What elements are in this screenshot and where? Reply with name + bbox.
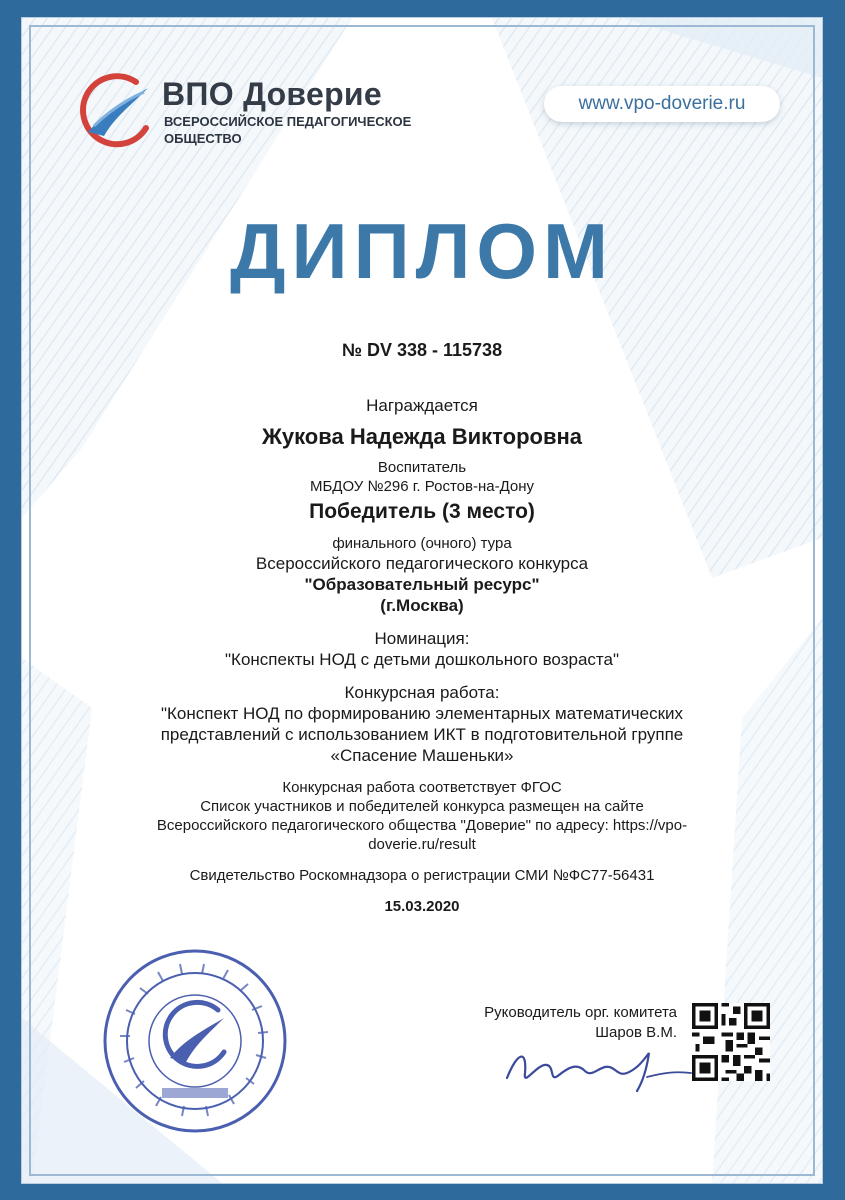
recipient-position: Воспитатель	[377, 459, 467, 476]
qr-code-icon	[692, 1003, 770, 1081]
recipient-organization: МБДОУ №296 г. Ростов-на-Дону	[309, 478, 535, 495]
signer-name: Шаров В.М.	[595, 1024, 677, 1041]
issue-date: 15.03.2020	[384, 898, 460, 915]
brand-title: ВПО Доверие	[162, 76, 382, 112]
nomination-label: Номинация:	[374, 629, 470, 648]
contest-city: (г.Москва)	[380, 596, 464, 615]
recipient-name: Жукова Надежда Викторовна	[261, 424, 583, 449]
work-title-line: представлений с использованием ИКТ в подготовительной группе	[160, 725, 684, 744]
diploma-title: ДИПЛОМ	[229, 207, 615, 295]
work-label: Конкурсная работа:	[344, 683, 500, 702]
registration-note: Свидетельство Роскомнадзора о регистрации СМИ №ФС77-56431	[189, 867, 655, 884]
diploma-number: № DV 338 - 115738	[341, 340, 503, 360]
work-title-line: «Спасение Машеньки»	[330, 746, 514, 765]
contest-type: Всероссийского педагогического конкурса	[255, 554, 589, 573]
fgos-note: Конкурсная работа соответствует ФГОС	[282, 779, 562, 796]
nomination-value: "Конспекты НОД с детьми дошкольного возраста"	[225, 650, 619, 669]
results-note-line: Всероссийского педагогического общества "Доверие" по адресу: https://vpo-	[156, 817, 688, 834]
signer-role: Руководитель орг. комитета	[484, 1004, 677, 1021]
award-result: Победитель (3 место)	[309, 500, 535, 523]
diploma-body	[82, 340, 762, 916]
official-stamp-icon	[100, 946, 290, 1136]
awarded-label: Награждается	[366, 396, 478, 415]
contest-round: финального (очного) тура	[332, 535, 512, 552]
handwritten-signature-icon	[497, 1033, 697, 1098]
results-note-line: Список участников и победителей конкурса размещен на сайте	[200, 798, 644, 815]
website-link[interactable]: www.vpo-doverie.ru	[544, 86, 780, 122]
contest-name: "Образовательный ресурс"	[304, 575, 540, 594]
results-note-line: doverie.ru/result	[368, 836, 476, 853]
vpo-logo-icon	[74, 70, 156, 152]
brand-subtitle: ВСЕРОССИЙСКОЕ ПЕДАГОГИЧЕСКОЕ ОБЩЕСТВО	[164, 114, 412, 146]
work-title-line: "Конспект НОД по формированию элементарных математических	[160, 704, 684, 723]
diploma-sheet	[22, 18, 822, 1183]
